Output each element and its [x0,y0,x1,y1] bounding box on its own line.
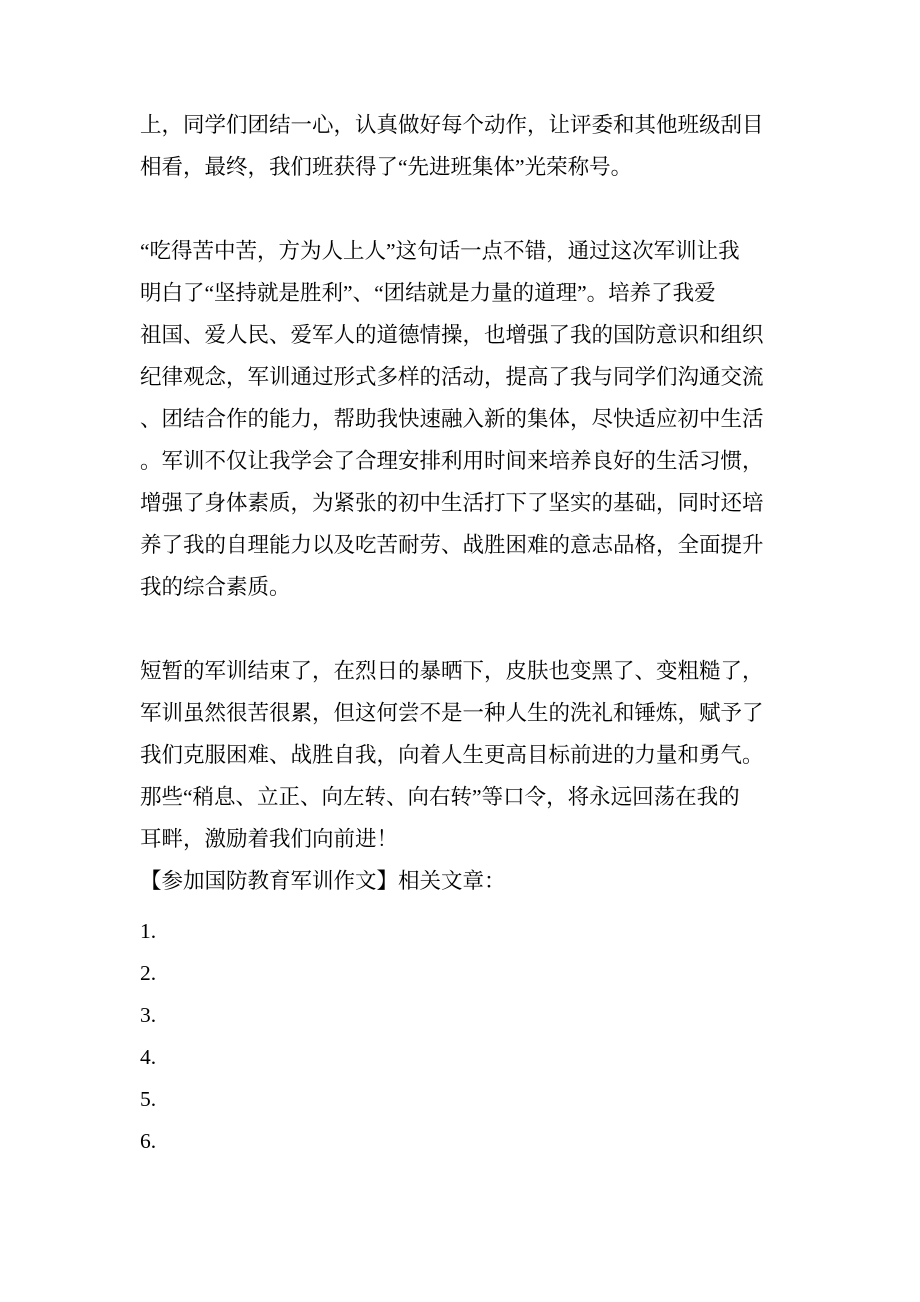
text-line: 上，同学们团结一心，认真做好每个动作，让评委和其他班级刮目 [140,113,764,137]
paragraph-3 [140,650,780,860]
text-line: 我们克服困难、战胜自我，向着人生更高目标前进的力量和勇气。 [140,743,764,767]
text-line: 耳畔，激励着我们向前进！ [140,827,399,851]
text-line: 军训虽然很苦很累，但这何尝不是一种人生的洗礼和锤炼，赋予了 [140,701,764,725]
text-line: 。军训不仅让我学会了合理安排利用时间来培养良好的生活习惯， [140,449,764,473]
text-line: 、团结合作的能力，帮助我快速融入新的集体，尽快适应初中生活 [140,407,764,431]
related-article-item: 6. [140,1129,157,1153]
text-line: 纪律观念，军训通过形式多样的活动，提高了我与同学们沟通交流 [140,365,764,389]
document-content [140,104,780,1162]
text-line: 短暂的军训结束了，在烈日的暴晒下，皮肤也变黑了、变粗糙了， [140,659,764,683]
related-article-item: 2. [140,961,157,985]
text-line: 增强了身体素质，为紧张的初中生活打下了坚实的基础，同时还培 [140,491,764,515]
paragraph-1 [140,104,780,188]
related-article-item: 1. [140,919,157,943]
related-articles-list [140,910,780,1162]
text-line: 那些“稍息、立正、向左转、向右转”等口令，将永远回荡在我的 [140,785,740,809]
text-line: 祖国、爱人民、爱军人的道德情操，也增强了我的国防意识和组织 [140,323,764,347]
related-article-item: 5. [140,1087,157,1111]
text-line: “吃得苦中苦，方为人上人”这句话一点不错，通过这次军训让我 [140,239,740,263]
text-line: 相看，最终，我们班获得了“先进班集体”光荣称号。 [140,155,633,179]
related-articles-heading: 【参加国防教育军训作文】相关文章： [140,869,506,893]
related-article-item: 4. [140,1045,157,1069]
text-line: 我的综合素质。 [140,575,291,599]
related-article-item: 3. [140,1003,157,1027]
text-line: 明白了“坚持就是胜利”、“团结就是力量的道理”。培养了我爱 [140,281,716,305]
text-line: 养了我的自理能力以及吃苦耐劳、战胜困难的意志品格，全面提升 [140,533,764,557]
paragraph-2 [140,230,780,608]
